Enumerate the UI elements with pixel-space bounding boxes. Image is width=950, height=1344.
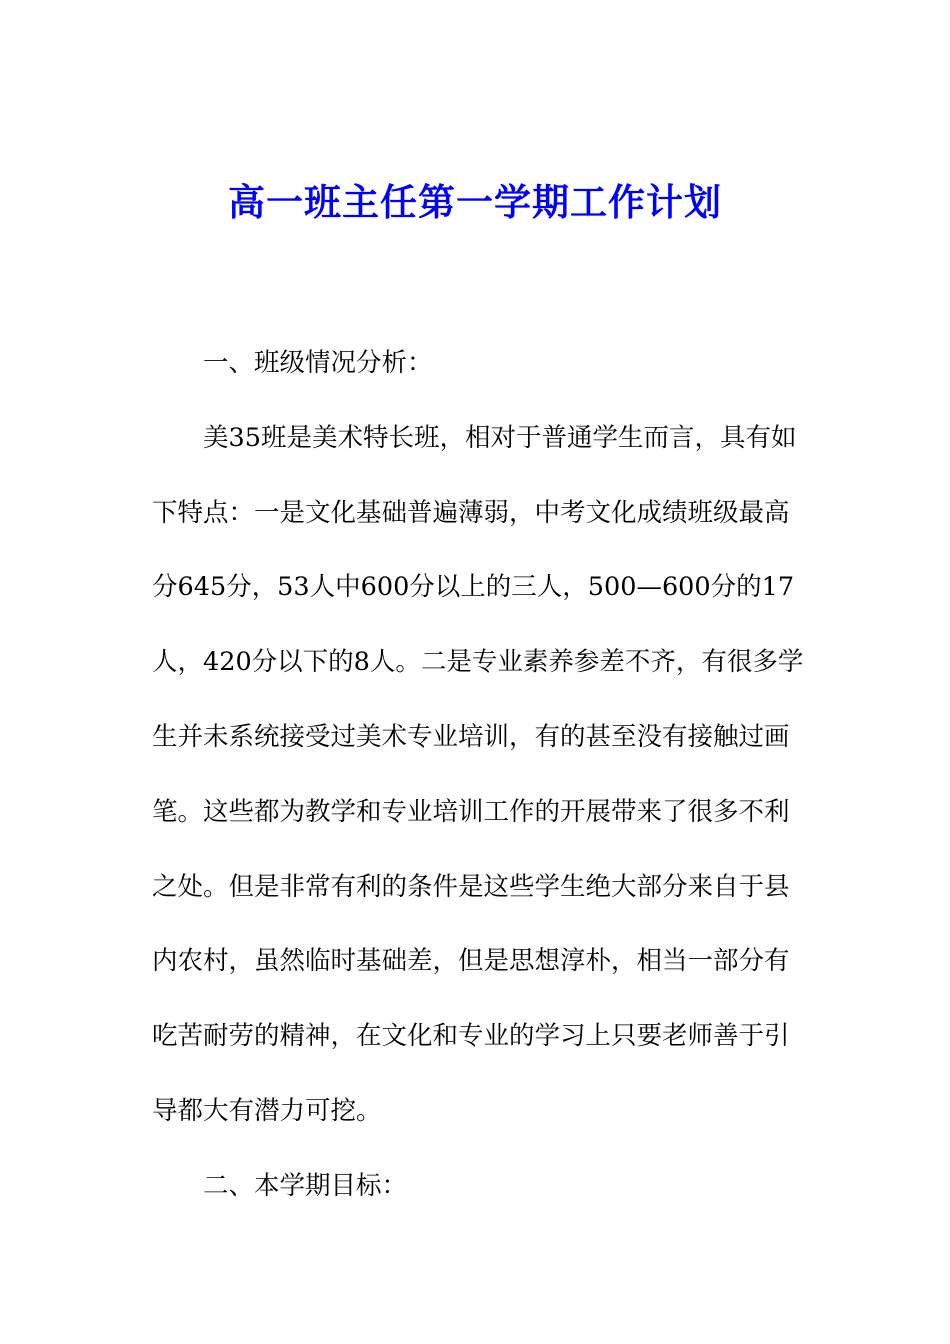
paragraph-line: 吃苦耐劳的精神，在文化和专业的学习上只要老师善于引 bbox=[152, 1021, 790, 1052]
paragraph-line: 美35班是美术特长班，相对于普通学生而言，具有如 bbox=[203, 422, 797, 453]
section-heading-semester-goals: 二、本学期目标： bbox=[203, 1170, 408, 1201]
section-heading-class-analysis: 一、班级情况分析： bbox=[203, 348, 433, 378]
paragraph-line: 分645分，53人中600分以上的三人，500—600分的17 bbox=[152, 572, 795, 603]
paragraph-line: 导都大有潜力可挖。 bbox=[152, 1095, 382, 1126]
paragraph-line: 人，420分以下的8人。二是专业素养参差不齐，有很多学 bbox=[152, 647, 804, 678]
document-title: 高一班主任第一学期工作计划 bbox=[228, 180, 722, 224]
paragraph-line: 下特点：一是文化基础普遍薄弱，中考文化成绩班级最高 bbox=[152, 497, 790, 528]
paragraph-line: 之处。但是非常有利的条件是这些学生绝大部分来自于县 bbox=[152, 871, 790, 902]
paragraph-line: 笔。这些都为教学和专业培训工作的开展带来了很多不利 bbox=[152, 796, 790, 827]
document-body bbox=[152, 326, 812, 1224]
paragraph-line: 生并未系统接受过美术专业培训，有的甚至没有接触过画 bbox=[152, 721, 790, 752]
paragraph-line: 内农村，虽然临时基础差，但是思想淳朴，相当一部分有 bbox=[152, 946, 790, 977]
